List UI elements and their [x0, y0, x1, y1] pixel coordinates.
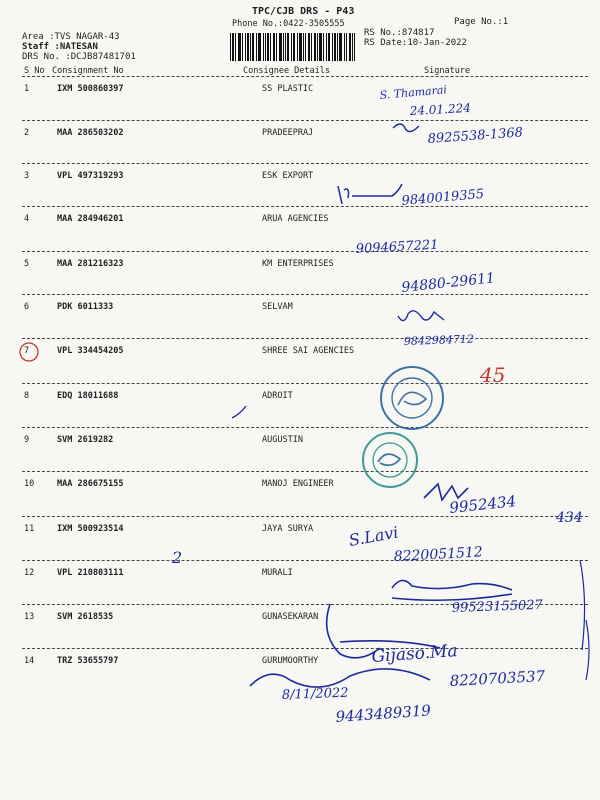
row-serial-number: 2 [24, 128, 30, 138]
row-serial-number: 6 [24, 302, 30, 312]
barcode-bar [291, 33, 292, 61]
row-consignment-number: VPL 210803111 [57, 568, 124, 578]
header-rule [22, 76, 588, 77]
barcode-bar [308, 33, 310, 61]
row-separator [22, 206, 588, 207]
row-consignee-name: SHREE SAI AGENCIES [262, 346, 355, 356]
row-separator [22, 560, 588, 561]
row-serial-number: 3 [24, 171, 30, 181]
row-serial-number: 8 [24, 391, 30, 401]
barcode-bar [256, 33, 257, 61]
row-consignment-number: TRZ 53655797 [57, 656, 119, 666]
col-consignee: Consignee Details [243, 66, 330, 76]
barcode-bar [258, 33, 261, 61]
row-consignment-number: SVM 2618535 [57, 612, 114, 622]
barcode-bar [287, 33, 289, 61]
barcode-bar [328, 33, 330, 61]
row-consignment-number: MAA 286675155 [57, 479, 124, 489]
table-row [0, 259, 600, 299]
hw-row11-num: 8220051512 [393, 544, 484, 565]
barcode-bar [238, 33, 241, 61]
row-serial-number: 13 [24, 612, 35, 622]
col-sno: S No [24, 66, 45, 76]
page-number: Page No.:1 [454, 17, 509, 27]
row-serial-number: 7 [24, 346, 30, 356]
barcode-bar [323, 33, 324, 61]
row-consignee-name: JAYA SURYA [262, 524, 314, 534]
barcode-bar [245, 33, 246, 61]
row-consignment-number: SVM 2619282 [57, 435, 114, 445]
row-consignee-name: GUNASEKARAN [262, 612, 319, 622]
barcode-bar [293, 33, 295, 61]
barcode-bar [263, 33, 264, 61]
hw-row11-name: S.Lavi [347, 522, 400, 550]
barcode [230, 33, 355, 61]
barcode-bar [346, 33, 347, 61]
table-row [0, 346, 600, 386]
barcode-bar [326, 33, 327, 61]
barcode-bar [339, 33, 342, 61]
barcode-bar [273, 33, 275, 61]
row-consignment-number: MAA 281216323 [57, 259, 124, 269]
barcode-bar [317, 33, 318, 61]
row-consignee-name: AUGUSTIN [262, 435, 303, 445]
row-consignee-name: MURALI [262, 568, 293, 578]
hw-row14-num2: 9443489319 [335, 701, 432, 726]
table-row [0, 84, 600, 124]
row-separator [22, 471, 588, 472]
row-serial-number: 1 [24, 84, 30, 94]
row-consignee-name: ARUA AGENCIES [262, 214, 329, 224]
row-serial-number: 4 [24, 214, 30, 224]
table-row [0, 171, 600, 211]
table-row [0, 524, 600, 564]
row-separator [22, 427, 588, 428]
hw-row12-num: 99523155027 [451, 597, 544, 616]
row-consignment-number: MAA 284946201 [57, 214, 124, 224]
hw-row7-mark: 45 [480, 363, 506, 387]
table-row [0, 391, 600, 431]
barcode-bar [252, 33, 254, 61]
barcode-bar [232, 33, 234, 61]
col-consignment: Consignment No [52, 66, 124, 76]
barcode-bar [337, 33, 338, 61]
row-serial-number: 11 [24, 524, 35, 534]
barcode-bar [270, 33, 271, 61]
row-serial-number: 12 [24, 568, 35, 578]
row-consignment-number: VPL 334454205 [57, 346, 124, 356]
row-serial-number: 5 [24, 259, 30, 269]
barcode-bar [250, 33, 251, 61]
barcode-bar [319, 33, 322, 61]
row-separator [22, 604, 588, 605]
barcode-bar [285, 33, 286, 61]
row-separator [22, 120, 588, 121]
barcode-bar [305, 33, 306, 61]
row-consignee-name: MANOJ ENGINEER [262, 479, 334, 489]
table-row [0, 435, 600, 475]
row-separator [22, 163, 588, 164]
barcode-bar [242, 33, 243, 61]
hw-row10-num: 9952434 [448, 492, 517, 517]
table-row [0, 612, 600, 652]
barcode-bar [279, 33, 282, 61]
col-signature: Signature [424, 66, 471, 76]
row-consignment-number: MAA 286503202 [57, 128, 124, 138]
hw-row14-num: 8220703537 [449, 667, 546, 690]
hw-row4-num: 9094657221 [355, 237, 439, 257]
hw-row5-num: 94880-29611 [400, 270, 496, 296]
row-consignment-number: PDK 6011333 [57, 302, 114, 312]
staff-label: Staff :NATESAN [22, 42, 98, 52]
barcode-bar [352, 33, 353, 61]
sheet-title: TPC/CJB DRS - P43 [252, 6, 355, 17]
barcode-bar [349, 33, 351, 61]
hw-row14-name: Gijaso.Ma [370, 641, 459, 667]
row-consignee-name: SELVAM [262, 302, 293, 312]
barcode-bar [247, 33, 249, 61]
hw-row14-date: 8/11/2022 [281, 685, 349, 703]
hw-row3-num: 9840019355 [401, 186, 485, 209]
row-separator [22, 516, 588, 517]
barcode-bar [235, 33, 236, 61]
table-row [0, 128, 600, 168]
row-consignment-number: IXM 500923514 [57, 524, 124, 534]
row-consignee-name: GURUMOORTHY [262, 656, 319, 666]
barcode-bar [265, 33, 266, 61]
row-consignee-name: SS PLASTIC [262, 84, 314, 94]
barcode-bar [334, 33, 336, 61]
row-serial-number: 14 [24, 656, 35, 666]
barcode-bar [314, 33, 316, 61]
row-serial-number: 10 [24, 479, 35, 489]
row-consignment-number: EDQ 18011688 [57, 391, 119, 401]
barcode-bar [276, 33, 277, 61]
barcode-bar [230, 33, 231, 61]
barcode-bar [283, 33, 284, 61]
table-row [0, 479, 600, 519]
rs-date: RS Date:10-Jan-2022 [364, 38, 467, 48]
barcode-bar [303, 33, 304, 61]
hw-row2-num: 8925538-1368 [427, 125, 524, 147]
barcode-bar [332, 33, 333, 61]
barcode-bar [299, 33, 302, 61]
table-row [0, 214, 600, 254]
hw-row10-tail: 434 [556, 510, 583, 526]
hw-row6-num: 9842984712 [403, 332, 475, 348]
row-separator [22, 251, 588, 252]
phone-number: Phone No.:0422-3505555 [232, 19, 345, 29]
row-serial-number: 9 [24, 435, 30, 445]
rs-number: RS No.:874817 [364, 28, 435, 38]
hw-row1-num: 24.01.224 [409, 100, 472, 118]
row-separator [22, 294, 588, 295]
row-consignment-number: IXM 500860397 [57, 84, 124, 94]
area-label: Area :TVS NAGAR-43 [22, 32, 120, 42]
hw-row11-margin: 2 [172, 548, 183, 567]
row-consignment-number: VPL 497319293 [57, 171, 124, 181]
hw-row1-name: S. Thamarai [379, 83, 448, 102]
row-consignee-name: ADROIT [262, 391, 293, 401]
table-row [0, 568, 600, 608]
barcode-bar [344, 33, 345, 61]
row-separator [22, 383, 588, 384]
drs-number: DRS No. :DCJB87481701 [22, 52, 136, 62]
barcode-bar [297, 33, 298, 61]
row-separator [22, 338, 588, 339]
table-row [0, 302, 600, 342]
row-consignee-name: KM ENTERPRISES [262, 259, 334, 269]
row-consignee-name: ESK EXPORT [262, 171, 314, 181]
barcode-bar [354, 33, 355, 61]
table-row [0, 656, 600, 696]
barcode-bar [267, 33, 269, 61]
barcode-bar [311, 33, 312, 61]
row-consignee-name: PRADEEPRAJ [262, 128, 314, 138]
row-separator [22, 648, 588, 649]
